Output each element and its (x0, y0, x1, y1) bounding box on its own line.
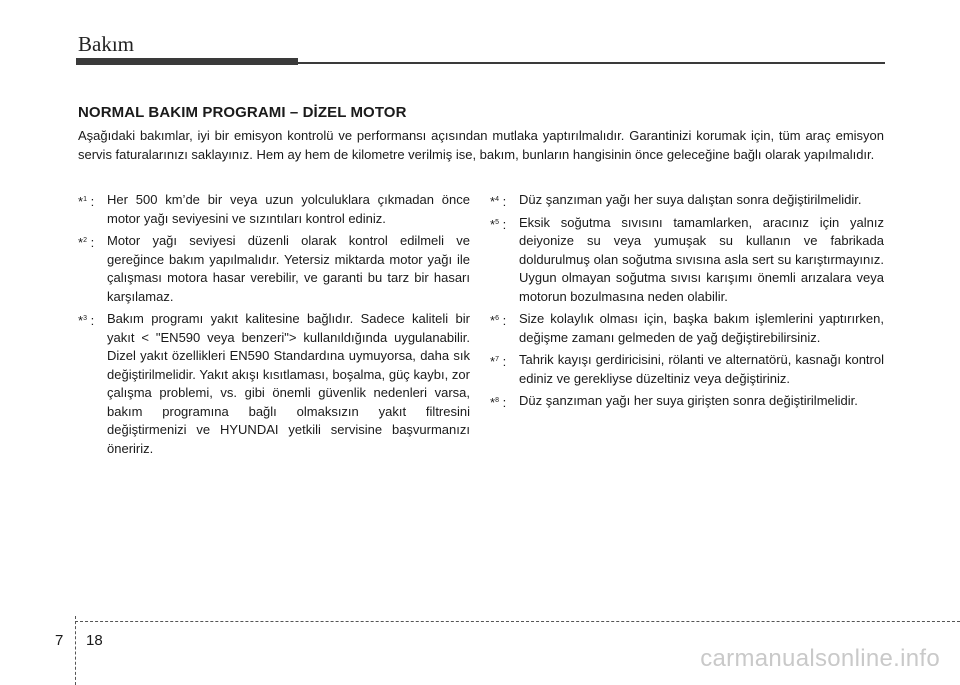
note-text: Motor yağı seviyesi düzenli olarak kontrol edilmeli ve gereğince bakım yapılmalıdır. Yetersiz miktarda motor yağı ile çalışması motora hasar verebilir, ve garanti bu tarz bir hasarı karşılamaz. (107, 233, 470, 304)
note-marker: *$^2$ : (78, 235, 95, 250)
note-marker: *$^6$ : (490, 313, 507, 328)
footer-divider-vertical (75, 616, 76, 685)
notes-left-column (78, 191, 470, 462)
note-7 (490, 351, 884, 388)
note-text: Tahrik kayışı gerdiricisini, rölanti ve alternatörü, kasnağı kontrol ediniz ve gerekliyse düzeltiniz veya değiştiriniz. (519, 352, 884, 386)
note-text: Bakım programı yakıt kalitesine bağlıdır. Sadece kaliteli bir yakıt < "EN590 veya benzeri"> kullanıldığında uygulanabilir. Dizel yakıt özellikleri EN590 Standardına uymuyorsa, daha sık değiştirilmelidir. Yakıt akışı kısıtlaması, boşalma, güç kaybı, zor çalışma problemi, vs. gibi önemli güvenlik nedenleri varsa, bakım programına bağlı olmaksızın yakıt filtresini değiştirmenizi ve HYUNDAI yetkili servisine başvurmanızı öneririz. (107, 311, 470, 456)
note-4 (490, 191, 884, 210)
note-text: Eksik soğutma sıvısını tamamlarken, aracınız için yalnız deiyonize su veya yumuşak su kullanın ve fabrikada doldurulmuş olan soğutma sıvısına asla sert su karıştırmayınız. Uygun olmayan soğutma sıvısı karışımı önemli arızalara veya motorun bozulmasına neden olabilir. (519, 214, 884, 304)
note-text: Düz şanzıman yağı her suya dalıştan sonra değiştirilmelidir. (519, 192, 862, 207)
note-text: Düz şanzıman yağı her suya girişten sonra değiştirilmelidir. (519, 393, 858, 408)
note-2 (78, 232, 470, 306)
note-1 (78, 191, 470, 228)
section-intro: Aşağıdaki bakımlar, iyi bir emisyon kontrolü ve performansı açısından mutlaka yaptırılmalıdır. Garantinizi korumak için, tüm araç emisyon servis faturalarınızı saklayınız. Hem ay hem de kilometre verilmiş ise, bakım, bunların hangisinin önce geleceğine bağlı olarak yapılmalıdır. (78, 128, 884, 162)
section-title: NORMAL BAKIM PROGRAMI – DİZEL MOTOR (78, 104, 407, 121)
footer-chapter-number: 7 (55, 632, 64, 649)
notes-right-column (490, 191, 884, 415)
note-marker: *$^5$ : (490, 216, 507, 232)
page-header-title: Bakım (78, 32, 134, 56)
header-rule-thick (76, 58, 298, 65)
header-rule-thin (298, 62, 885, 64)
note-marker: *$^8$ : (490, 395, 507, 410)
note-text: Size kolaylık olması için, başka bakım işlemlerini yaptırırken, değişme zamanı gelmeden de yağ değiştirebilirsiniz. (519, 311, 884, 345)
note-marker: *$^1$ : (78, 194, 95, 209)
note-text: Her 500 km’de bir veya uzun yolculuklara çıkmadan önce motor yağı seviyesini ve sızıntıları kontrol ediniz. (107, 192, 470, 226)
note-3 (78, 310, 470, 458)
watermark: carmanualsonline.info (700, 645, 940, 672)
footer-divider-horizontal (75, 621, 960, 622)
footer-page-number: 18 (86, 632, 103, 649)
note-marker: *$^3$ : (78, 313, 95, 328)
note-marker: *$^7$ : (490, 354, 507, 369)
note-8 (490, 392, 884, 411)
note-marker: *$^4$ : (490, 194, 507, 209)
note-6 (490, 310, 884, 347)
note-5 (490, 214, 884, 307)
